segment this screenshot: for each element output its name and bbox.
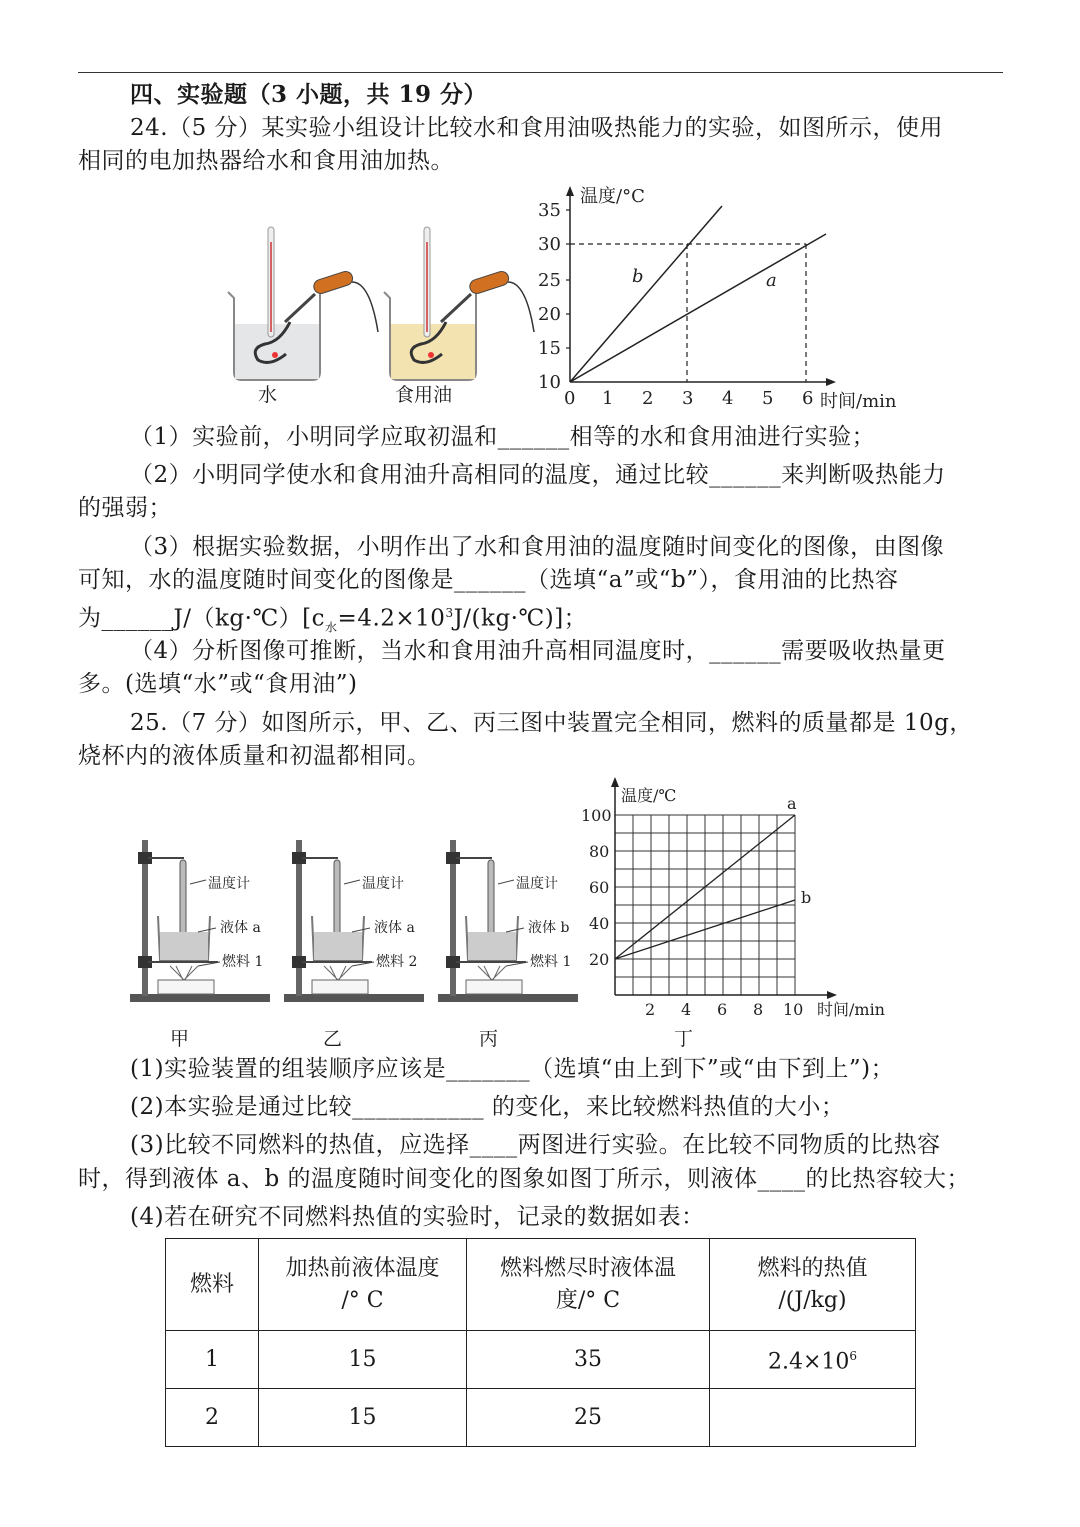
q24-part4-line2: 多。(选填“水”或“食用油”)	[78, 671, 358, 697]
caption-yi: 乙	[323, 1028, 343, 1050]
liquid-label: 液体 a	[220, 920, 261, 936]
table-header: 燃料	[166, 1239, 259, 1331]
x-tick: 5	[762, 388, 774, 409]
x-tick: 2	[642, 388, 654, 409]
thermometer-label: 温度计	[208, 876, 250, 892]
table-cell: 25	[467, 1389, 710, 1447]
table-header: 燃料的热值 /(J/kg)	[710, 1239, 916, 1331]
q24-part4-line1: （4）分析图像可推断，当水和食用油升高相同温度时，______需要吸收热量更	[130, 638, 946, 664]
x-tick: 6	[802, 388, 814, 409]
y-tick: 20	[589, 950, 610, 969]
q25-part3-line1: (3)比较不同燃料的热值，应选择____两图进行实验。在比较不同物质的比热容	[130, 1132, 941, 1158]
table-header: 加热前液体温度 /° C	[259, 1239, 467, 1331]
y-tick: 30	[538, 234, 561, 255]
x-tick: 0	[564, 388, 576, 409]
caption-ding: 丁	[674, 1028, 694, 1050]
fuel-data-table	[165, 1238, 916, 1447]
y-tick: 80	[589, 842, 610, 861]
q24-part3-line2: 可知，水的温度随时间变化的图像是______（选填“a”或“b”），食用油的比热容	[78, 567, 899, 593]
x-tick: 1	[602, 388, 614, 409]
fuel-label: 燃料 2	[376, 954, 418, 970]
table-row	[166, 1389, 916, 1447]
q25-stem-line2: 烧杯内的液体质量和初温都相同。	[78, 743, 431, 769]
fuel-label: 燃料 1	[222, 954, 264, 970]
q24-stem-line1: 24.（5 分）某实验小组设计比较水和食用油吸热能力的实验，如图所示，使用	[130, 115, 944, 141]
table-cell: 15	[259, 1331, 467, 1389]
water-beaker	[228, 227, 378, 380]
y-tick: 15	[538, 338, 561, 359]
q25-stem-line1: 25.（7 分）如图所示，甲、乙、丙三图中装置完全相同，燃料的质量都是 10g，	[130, 710, 973, 736]
thermometer-label: 温度计	[362, 876, 404, 892]
x-tick: 3	[682, 388, 694, 409]
x-tick: 2	[645, 1000, 656, 1019]
q25-part1: (1)实验装置的组装顺序应该是_______（选填“由上到下”或“由下到上”)；	[130, 1056, 895, 1082]
line-label-b: b	[801, 888, 812, 907]
table-cell: 35	[467, 1331, 710, 1389]
liquid-label: 液体 b	[528, 920, 570, 936]
q25-part2: (2)本实验是通过比较___________ 的变化，来比较燃料热值的大小；	[130, 1094, 845, 1120]
y-axis-label: 温度/°C	[580, 186, 645, 207]
table-cell: $2.4\times 10^6$	[710, 1331, 916, 1389]
y-tick: 10	[538, 372, 561, 393]
oil-label: 食用油	[395, 384, 453, 406]
table-row	[166, 1331, 916, 1389]
x-tick: 4	[681, 1000, 692, 1019]
y-tick: 100	[581, 806, 612, 825]
y-axis-label: 温度/℃	[621, 786, 677, 805]
x-axis-label: 时间/min	[820, 391, 897, 412]
y-tick: 40	[589, 914, 610, 933]
y-tick: 20	[538, 304, 561, 325]
x-tick: 8	[753, 1000, 764, 1019]
x-tick: 10	[783, 1000, 804, 1019]
table-header: 燃料燃尽时液体温 度/° C	[467, 1239, 710, 1331]
q25-apparatus-figure	[128, 832, 588, 1016]
q24-part2-line2: 的强弱；	[78, 495, 172, 521]
top-rule	[78, 72, 1003, 73]
q24-part1: （1）实验前，小明同学应取初温和______相等的水和食用油进行实验；	[130, 424, 876, 450]
liquid-label: 液体 a	[374, 920, 415, 936]
y-tick: 60	[589, 878, 610, 897]
water-label: 水	[258, 384, 278, 406]
q25-part4: (4)若在研究不同燃料热值的实验时，记录的数据如表：	[130, 1204, 705, 1230]
q25-part3-line2: 时，得到液体 a、b 的温度随时间变化的图象如图丁所示，则液体____的比热容较大；	[78, 1166, 971, 1192]
fuel-label: 燃料 1	[530, 954, 572, 970]
line-label-a: a	[787, 794, 797, 813]
q24-part2-line1: （2）小明同学使水和食用油升高相同的温度，通过比较______来判断吸热能力	[130, 462, 946, 488]
table-cell: 1	[166, 1331, 259, 1389]
x-tick: 4	[722, 388, 734, 409]
line-label-b: b	[632, 266, 644, 287]
x-axis-label: 时间/min	[817, 1000, 885, 1019]
q24-part3-line1: （3）根据实验数据，小明作出了水和食用油的温度随时间变化的图像，由图像	[130, 534, 945, 560]
q24-stem-line2: 相同的电加热器给水和食用油加热。	[78, 148, 454, 174]
table-cell	[710, 1389, 916, 1447]
table-cell: 2	[166, 1389, 259, 1447]
oil-beaker	[384, 227, 534, 380]
q25-temperature-graph	[575, 775, 885, 1029]
y-tick: 35	[538, 200, 561, 221]
line-label-a: a	[766, 270, 777, 291]
q24-temperature-graph	[530, 182, 910, 416]
thermometer-label: 温度计	[516, 876, 558, 892]
table-cell: 15	[259, 1389, 467, 1447]
caption-jia: 甲	[170, 1028, 190, 1050]
q24-part3-line3: 为$\_\_\_\_\_\_J/(kg\cdot℃)[c_水=4.2\times 10^3J/(kg\cdot℃)]$；	[78, 605, 588, 635]
section-title: 四、实验题（3 小题，共 19 分）	[130, 81, 488, 108]
x-tick: 6	[717, 1000, 728, 1019]
line-b	[570, 206, 722, 382]
line-a	[570, 234, 826, 382]
caption-bing: 丙	[479, 1028, 499, 1050]
y-tick: 25	[538, 270, 561, 291]
table-header-row	[166, 1239, 916, 1331]
